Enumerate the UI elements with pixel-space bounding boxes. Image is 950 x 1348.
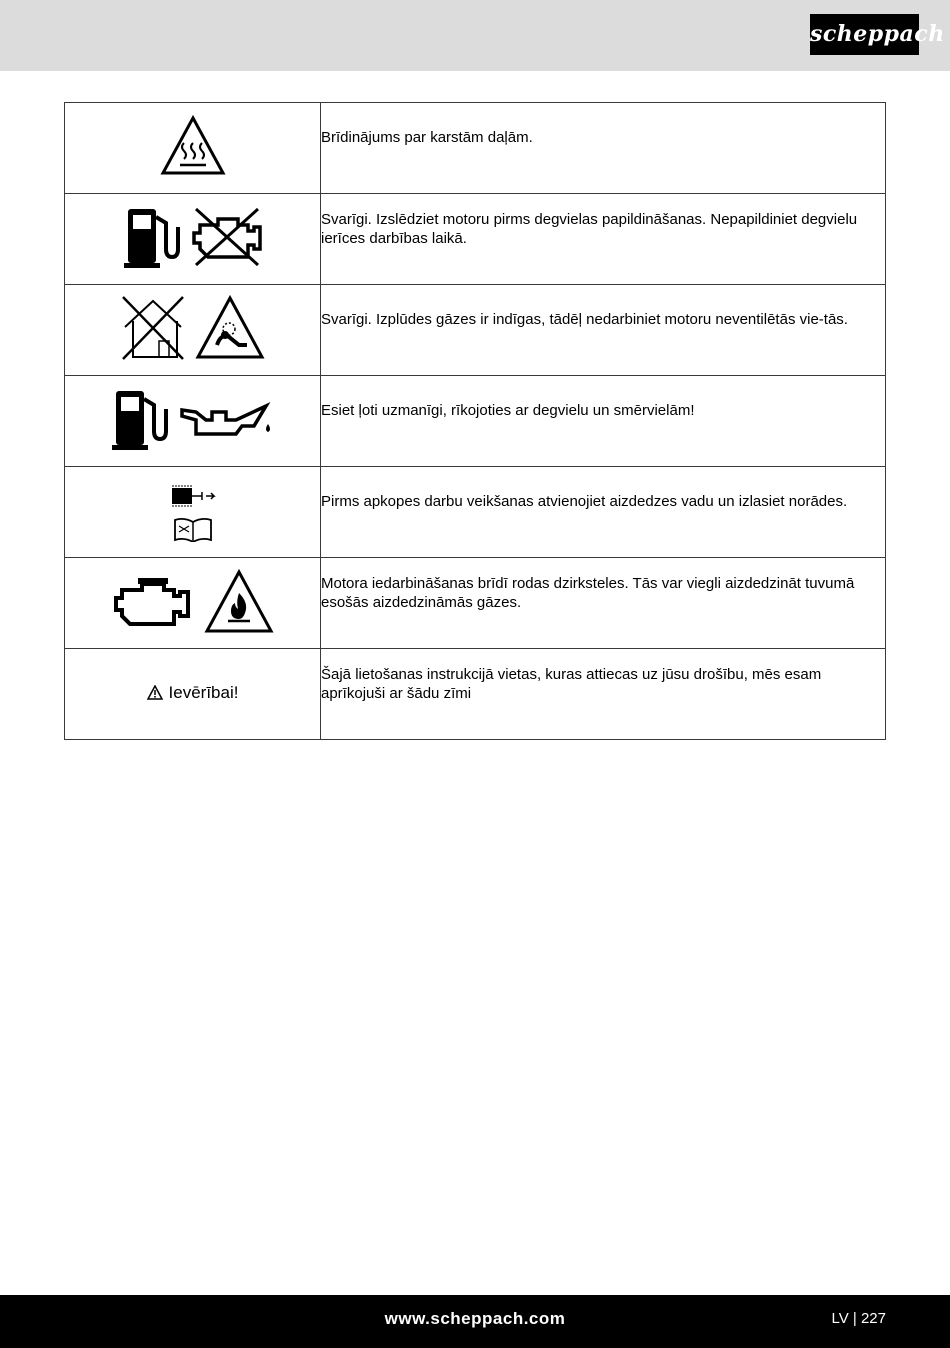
fuel-pump-icon	[110, 387, 170, 451]
row-text: Brīdinājums par karstām daļām.	[321, 129, 533, 146]
row-text: Motora iedarbināšanas brīdī rodas dzirksteles. Tās var viegli aizdedzināt tuvumā esošās aizdedzināmās gāzes.	[321, 575, 855, 611]
attention-label-text: Ievērībai!	[168, 682, 239, 702]
table-row	[65, 649, 886, 740]
read-manual-icon	[173, 516, 213, 542]
brand-logo: scheppach	[810, 14, 919, 55]
engine-off-icon	[192, 205, 264, 269]
oil-can-icon	[180, 394, 276, 444]
flammable-warning-icon	[204, 569, 274, 635]
page-number: LV | 227	[831, 1310, 886, 1327]
table-row	[65, 194, 886, 285]
table-row	[65, 103, 886, 194]
disconnect-spark-plug-icon	[168, 482, 218, 512]
table-row	[65, 558, 886, 649]
row-text: Svarīgi. Izplūdes gāzes ir indīgas, tādēļ nedarbiniet motoru neventilētās vie-tās.	[321, 311, 848, 328]
header-bar	[0, 0, 950, 71]
warning-triangle-icon	[147, 685, 163, 700]
table-row	[65, 376, 886, 467]
attention-label	[147, 683, 239, 703]
row-text: Šajā lietošanas instrukcijā vietas, kuras attiecas uz jūsu drošību, mēs esam aprīkojuši ar šādu zīmi	[321, 666, 822, 702]
fuel-pump-icon	[122, 205, 182, 269]
row-text: Pirms apkopes darbu veikšanas atvienojiet aizdedzes vadu un izlasiet norādes.	[321, 493, 848, 510]
website-link[interactable]: www.scheppach.com	[384, 1309, 566, 1328]
no-indoor-house-icon	[121, 295, 185, 361]
footer-bar	[0, 1295, 950, 1348]
row-text: Svarīgi. Izslēdziet motoru pirms degvielas papildināšanas. Nepapildiniet degvielu ierīces darbības laikā.	[321, 211, 858, 247]
engine-icon	[112, 572, 194, 632]
table-row	[65, 285, 886, 376]
table-row	[65, 467, 886, 558]
safety-symbols-table	[64, 102, 886, 740]
toxic-exhaust-warning-icon	[195, 295, 265, 361]
row-text: Esiet ļoti uzmanīgi, rīkojoties ar degvielu un smērvielām!	[321, 402, 695, 419]
hot-surface-warning-icon	[160, 115, 226, 177]
